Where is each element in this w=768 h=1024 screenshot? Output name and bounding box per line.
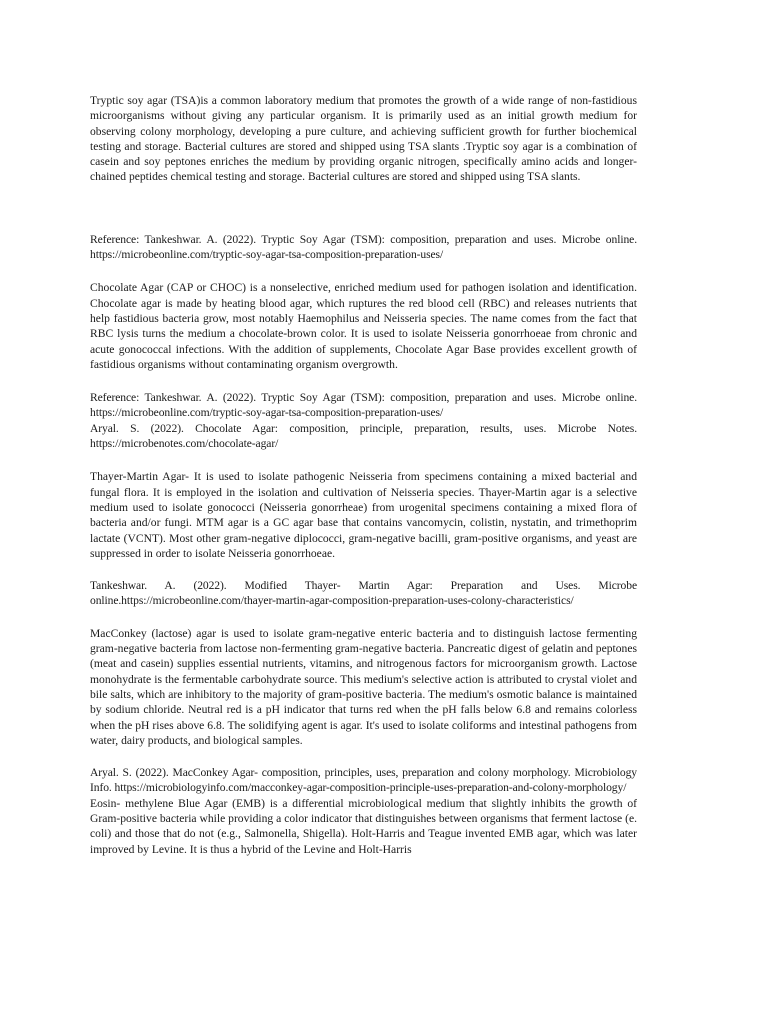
document-page (90, 93, 637, 857)
chocolate-agar-reference-1: Reference: Tankeshwar. A. (2022). Tryptic Soy Agar (TSM): composition, preparation and uses. Microbe online. https://microbeonline.com/tryptic-soy-agar-tsa-composition-preparation-uses/ (90, 391, 637, 420)
macconkey-reference: Aryal. S. (2022). MacConkey Agar- composition, principles, uses, preparation and colony morphology. Microbiology Info. https://microbiologyinfo.com/macconkey-agar-composition-principle-uses-preparation-and-colony-morphology/ (90, 766, 637, 795)
tsa-reference: Reference: Tankeshwar. A. (2022). Tryptic Soy Agar (TSM): composition, preparation and uses. Microbe online. https://microbeonline.com/tryptic-soy-agar-tsa-composition-preparation-uses/ (90, 232, 637, 262)
macconkey-paragraph: MacConkey (lactose) agar is used to isolate gram-negative enteric bacteria and to distinguish lactose fermenting gram-negative bacteria from lactose non-fermenting gram-negative bacteria. Pancreatic digest of gelatin and peptones (meat and casein) supplies essential nutrients, vitamins, and nitrogenous factors for microorganism growth. Lactose monohydrate is the fermentable carbohydrate source. This medium's selective action is attributed to crystal violet and bile salts, which are inhibitory to the majority of gram-positive bacteria. The medium's osmotic balance is maintained by sodium chloride. Neutral red is a pH indicator that turns red when the pH falls below 6.8 and remains colorless when the pH rises above 6.8. The solidifying agent is agar. It's used to isolate coliforms and intestinal pathogens from water, dairy products, and biological samples. (90, 626, 637, 747)
chocolate-agar-paragraph: Chocolate Agar (CAP or CHOC) is a nonselective, enriched medium used for pathogen isolation and identification. Chocolate agar is made by heating blood agar, which ruptures the red blood cell (RBC) and releases nutrients that help fastidious bacteria grow, most notably Haemophilus and Neisseria species. The name comes from the fact that RBC lysis turns the medium a chocolate-brown color. It is used to isolate Neisseria gonorrhoeae from chronic and acute gonococcal infections. With the addition of supplements, Chocolate Agar Base provides excellent growth of fastidious organisms without contaminating organism overgrowth. (90, 281, 637, 371)
emb-agar-paragraph: Eosin- methylene Blue Agar (EMB) is a differential microbiological medium that slightly inhibits the growth of Gram-positive bacteria while providing a color indicator that distinguishes between organisms that ferment lactose (e. coli) and those that do not (e.g., Salmonella, Shigella). Holt-Harris and Teague invented EMB agar, which was later improved by Levine. It is thus a hybrid of the Levine and Holt-Harris (90, 796, 637, 856)
chocolate-agar-reference-2: Aryal. S. (2022). Chocolate Agar: composition, principle, preparation, results, uses. Microbe Notes. https://microbenotes.com/chocolate-agar/ (90, 421, 637, 451)
tsa-paragraph: Tryptic soy agar (TSA)is a common laboratory medium that promotes the growth of a wide range of non-fastidious microorganisms without giving any particular organism. It is primarily used as an initial growth medium for observing colony morphology, developing a pure culture, and achieving sufficient growth for further biochemical testing and storage. Bacterial cultures are stored and shipped using TSA slants .Tryptic soy agar is a combination of casein and soy peptones enriches the medium by providing organic nitrogen, specifically amino acids and longer-chained peptides chemical testing and storage. Bacterial cultures are stored and shipped using TSA slants. (90, 94, 637, 184)
thayer-martin-reference: Tankeshwar. A. (2022). Modified Thayer- Martin Agar: Preparation and Uses. Microbe online.https://microbeonline.com/thayer-martin-agar-composition-preparation-uses-colony-characteristics/ (90, 579, 637, 608)
thayer-martin-paragraph: Thayer-Martin Agar- It is used to isolate pathogenic Neisseria from specimens containing a mixed bacterial and fungal flora. It is employed in the isolation and cultivation of Neisseria species. Thayer-Martin agar is a selective medium used to isolate gonococci (Neisseria gonorrheae) from urogenital specimens containing a mixed flora of bacteria and/or fungi. MTM agar is a GC agar base that contains vancomycin, colistin, nystatin, and trimethoprim lactate (VCNT). Most other gram-negative diplococci, gram-negative bacilli, gram-positive organisms, and yeast are suppressed in order to isolate Neisseria gonorrhoeae. (90, 470, 637, 560)
